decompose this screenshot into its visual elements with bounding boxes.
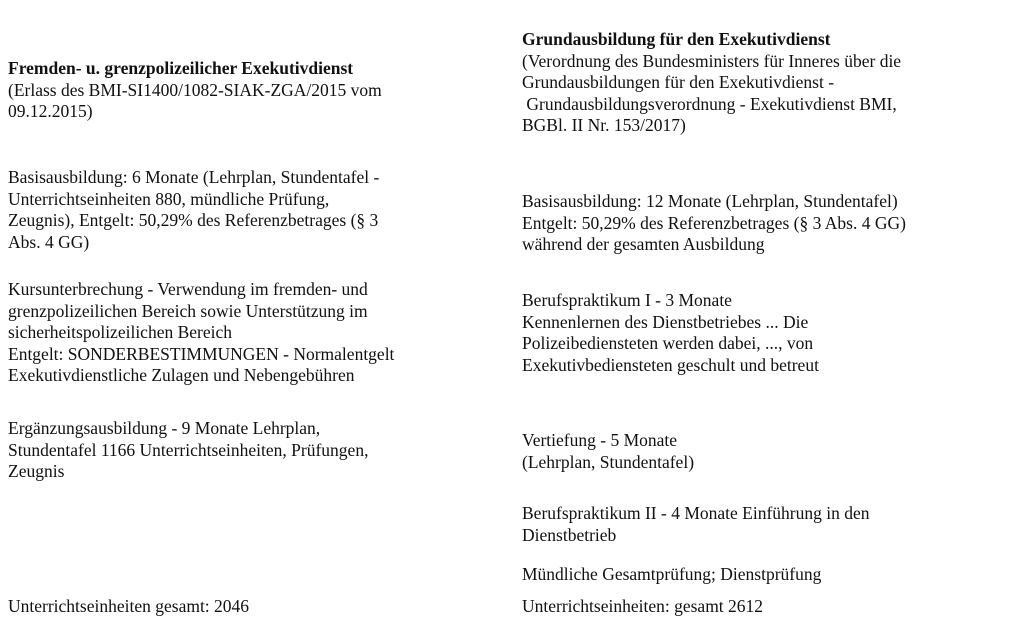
left-ergaenzung-line-3: Zeugnis (8, 461, 65, 481)
left-basis-line-2: Unterrichtseinheiten 880, mündliche Prüfung, (8, 188, 330, 209)
right-basisausbildung (522, 191, 906, 256)
left-heading: Fremden- u. grenzpolizeilicher Exekutivdienst (8, 58, 354, 78)
right-heading-sub-2: Grundausbildungen für den Exekutivdienst - (522, 72, 835, 92)
left-ergaenzung-line-2: Stundentafel 1166 Unterrichtseinheiten, Prüfungen, (8, 439, 369, 460)
left-total (8, 596, 249, 618)
right-praktikum2-line-1: Berufspraktikum II - 4 Monate Einführung in den (522, 503, 870, 523)
left-kurs-line-4: Entgelt: SONDERBESTIMMUNGEN - Normalentgelt (8, 343, 395, 364)
left-ergaenzung-line-1: Ergänzungsausbildung - 9 Monate Lehrplan, (8, 418, 321, 438)
right-praktikum1-line-4: Exekutivbediensteten geschult und betreut (522, 354, 819, 375)
partial-blue-glyph-icon (500, 0, 530, 10)
right-pruefung (522, 564, 821, 586)
left-basisausbildung (8, 167, 379, 253)
right-pruefung-text: Mündliche Gesamtprüfung; Dienstprüfung (522, 564, 822, 584)
left-ergaenzungsausbildung (8, 418, 368, 483)
left-basis-line-3: Zeugnis), Entgelt: 50,29% des Referenzbetrages (§ 3 (8, 210, 379, 230)
left-total-text: Unterrichtseinheiten gesamt: 2046 (8, 596, 250, 616)
right-basis-line-3: während der gesamten Ausbildung (522, 234, 765, 254)
left-heading-sub-2: 09.12.2015) (8, 101, 93, 121)
right-total (522, 596, 763, 618)
right-praktikum1-line-3: Polizeibediensteten werden dabei, ..., von (522, 333, 814, 353)
right-vertiefung-line-1: Vertiefung - 5 Monate (522, 430, 678, 450)
right-berufspraktikum-1 (522, 290, 819, 376)
right-heading-sub-4: BGBl. II Nr. 153/2017) (522, 115, 686, 135)
left-kurs-line-2: grenzpolizeilichen Bereich sowie Unterstützung im (8, 300, 368, 321)
left-kursunterbrechung (8, 279, 394, 387)
left-basis-line-1: Basisausbildung: 6 Monate (Lehrplan, Stundentafel - (8, 167, 380, 187)
right-heading: Grundausbildung für den Exekutivdienst (522, 29, 831, 49)
left-heading-sub-1: (Erlass des BMI-SI1400/1082-SIAK-ZGA/2015 vom (8, 79, 382, 100)
left-heading-block (8, 58, 382, 123)
right-praktikum1-line-2: Kennenlernen des Dienstbetriebes ... Die (522, 311, 809, 332)
right-praktikum2-line-2: Dienstbetrieb (522, 524, 617, 545)
left-kurs-line-5: Exekutivdienstliche Zulagen und Nebengebühren (8, 365, 355, 385)
right-basis-line-2: Entgelt: 50,29% des Referenzbetrages (§ 3 Abs. 4 GG) (522, 212, 906, 233)
right-vertiefung-line-2: (Lehrplan, Stundentafel) (522, 451, 695, 472)
right-praktikum1-line-1: Berufspraktikum I - 3 Monate (522, 290, 732, 310)
right-total-text: Unterrichtseinheiten: gesamt 2612 (522, 596, 764, 616)
right-vertiefung (522, 430, 694, 473)
right-heading-sub-1: (Verordnung des Bundesministers für Inneres über die (522, 50, 902, 71)
right-heading-sub-3: Grundausbildungsverordnung - Exekutivdienst BMI, (522, 93, 897, 114)
right-heading-block (522, 29, 901, 137)
left-kurs-line-1: Kursunterbrechung - Verwendung im fremden- und (8, 279, 368, 299)
left-basis-line-4: Abs. 4 GG) (8, 231, 90, 252)
left-kurs-line-3: sicherheitspolizeilichen Bereich (8, 322, 233, 342)
right-basis-line-1: Basisausbildung: 12 Monate (Lehrplan, Stundentafel) (522, 191, 898, 211)
right-berufspraktikum-2 (522, 503, 870, 546)
